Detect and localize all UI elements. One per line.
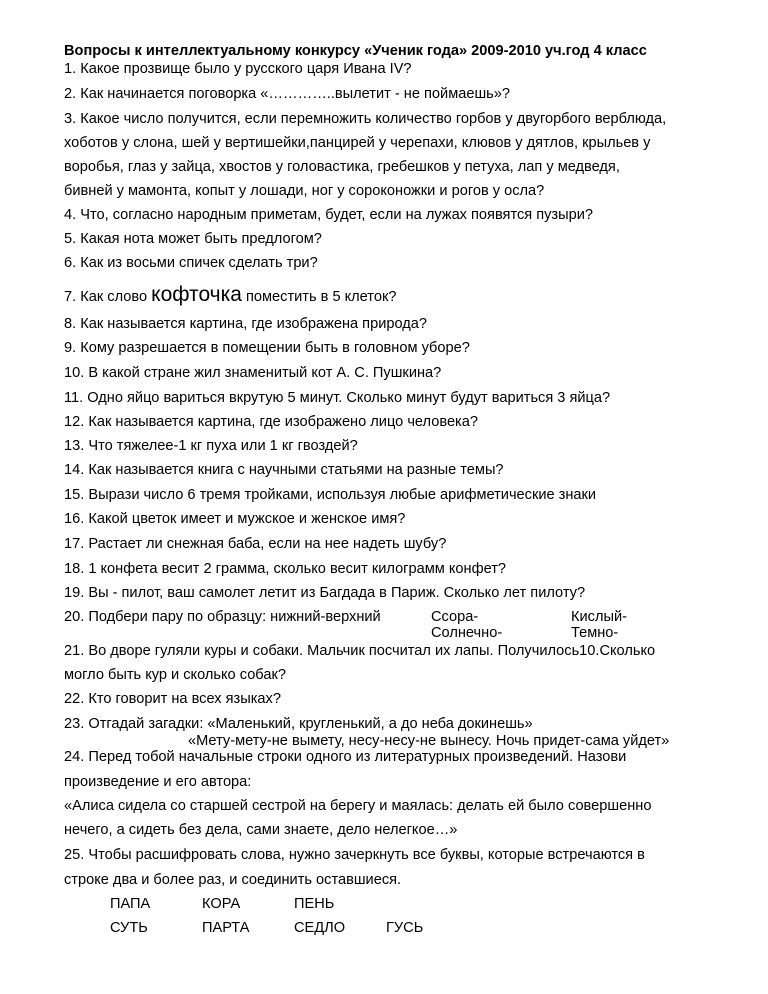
question-3-line-2: хоботов у слона, шей у вертишейки,панцирей у черепахи, клювов у дятлов, крыльев у <box>64 135 651 151</box>
question-24-line-1: 24. Перед тобой начальные строки одного из литературных произведений. Назови <box>64 749 627 765</box>
question-25-line-1: 25. Чтобы расшифровать слова, нужно зачеркнуть все буквы, которые встречаются в <box>64 847 645 863</box>
question-5: 5. Какая нота может быть предлогом? <box>64 231 322 247</box>
question-12: 12. Как называется картина, где изображено лицо человека? <box>64 414 478 430</box>
word-cell: ПАПА <box>110 896 151 912</box>
question-21-line-1: 21. Во дворе гуляли куры и собаки. Мальчик посчитал их лапы. Получилось10.Сколько <box>64 643 656 659</box>
word-cell: КОРА <box>202 896 241 912</box>
question-7-word: кофточка <box>151 283 242 306</box>
question-7-prefix: 7. Как слово <box>64 289 152 305</box>
question-16: 16. Какой цветок имеет и мужское и женское имя? <box>64 511 406 527</box>
question-19: 19. Вы - пилот, ваш самолет летит из Багдада в Париж. Сколько лет пилоту? <box>64 585 586 601</box>
question-23-line-2: «Мету-мету-не вымету, несу-несу-не вынесу. Ночь придет-сама уйдет» <box>188 733 670 749</box>
question-20-item-1b: Солнечно- <box>431 625 503 641</box>
question-17: 17. Растает ли снежная баба, если на нее надеть шубу? <box>64 536 447 552</box>
question-20-item-1a: Ссора- <box>431 609 479 625</box>
question-22: 22. Кто говорит на всех языках? <box>64 691 281 707</box>
question-4: 4. Что, согласно народным приметам, будет, если на лужах появятся пузыри? <box>64 207 593 223</box>
word-cell: ПЕНЬ <box>294 896 335 912</box>
question-24-quote-2: нечего, а сидеть без дела, сами знаете, дело нелегкое…» <box>64 822 458 838</box>
question-21-line-2: могло быть кур и сколько собак? <box>64 667 286 683</box>
question-8: 8. Как называется картина, где изображена природа? <box>64 316 428 332</box>
page-title: Вопросы к интеллектуальному конкурсу «Ученик года» 2009-2010 уч.год 4 класс <box>64 43 647 59</box>
question-23-line-1: 23. Отгадай загадки: «Маленький, кругленький, а до неба докинешь» <box>64 716 533 732</box>
word-cell: СЕДЛО <box>294 920 346 936</box>
question-10: 10. В какой стране жил знаменитый кот А. С. Пушкина? <box>64 365 442 381</box>
question-3-line-4: бивней у мамонта, копыт у лошади, ног у сороконожки и рогов у осла? <box>64 183 545 199</box>
question-9: 9. Кому разрешается в помещении быть в головном уборе? <box>64 340 470 356</box>
question-14: 14. Как называется книга с научными статьями на разные темы? <box>64 462 504 478</box>
question-20: 20. Подбери пару по образцу: нижний-верхний <box>64 609 381 625</box>
question-7 <box>64 284 396 308</box>
question-20-item-2b: Темно- <box>571 625 619 641</box>
question-25-line-2: строке два и более раз, и соединить оставшиеся. <box>64 872 402 888</box>
question-15: 15. Вырази число 6 тремя тройками, используя любые арифметические знаки <box>64 487 597 503</box>
word-cell: ГУСЬ <box>386 920 424 936</box>
question-2: 2. Как начинается поговорка «…………..вылетит - не поймаешь»? <box>64 86 510 102</box>
word-cell: СУТЬ <box>110 920 148 936</box>
question-24-quote-1: «Алиса сидела со старшей сестрой на берегу и маялась: делать ей было совершенно <box>64 798 652 814</box>
question-20-item-2a: Кислый- <box>571 609 627 625</box>
question-13: 13. Что тяжелее-1 кг пуха или 1 кг гвоздей? <box>64 438 358 454</box>
question-24-line-2: произведение и его автора: <box>64 774 252 790</box>
question-18: 18. 1 конфета весит 2 грамма, сколько весит килограмм конфет? <box>64 561 507 577</box>
word-cell: ПАРТА <box>202 920 250 936</box>
question-11: 11. Одно яйцо вариться вкрутую 5 минут. Сколько минут будут вариться 3 яйца? <box>64 390 611 406</box>
question-3-line-1: 3. Какое число получится, если перемножить количество горбов у двугорбого верблюда, <box>64 111 667 127</box>
question-6: 6. Как из восьми спичек сделать три? <box>64 255 318 271</box>
question-1: 1. Какое прозвище было у русского царя Ивана IV? <box>64 61 412 77</box>
question-3-line-3: воробья, глаз у зайца, хвостов у головастика, гребешков у петуха, лап у медведя, <box>64 159 620 175</box>
question-7-suffix: поместить в 5 клеток? <box>241 289 397 305</box>
